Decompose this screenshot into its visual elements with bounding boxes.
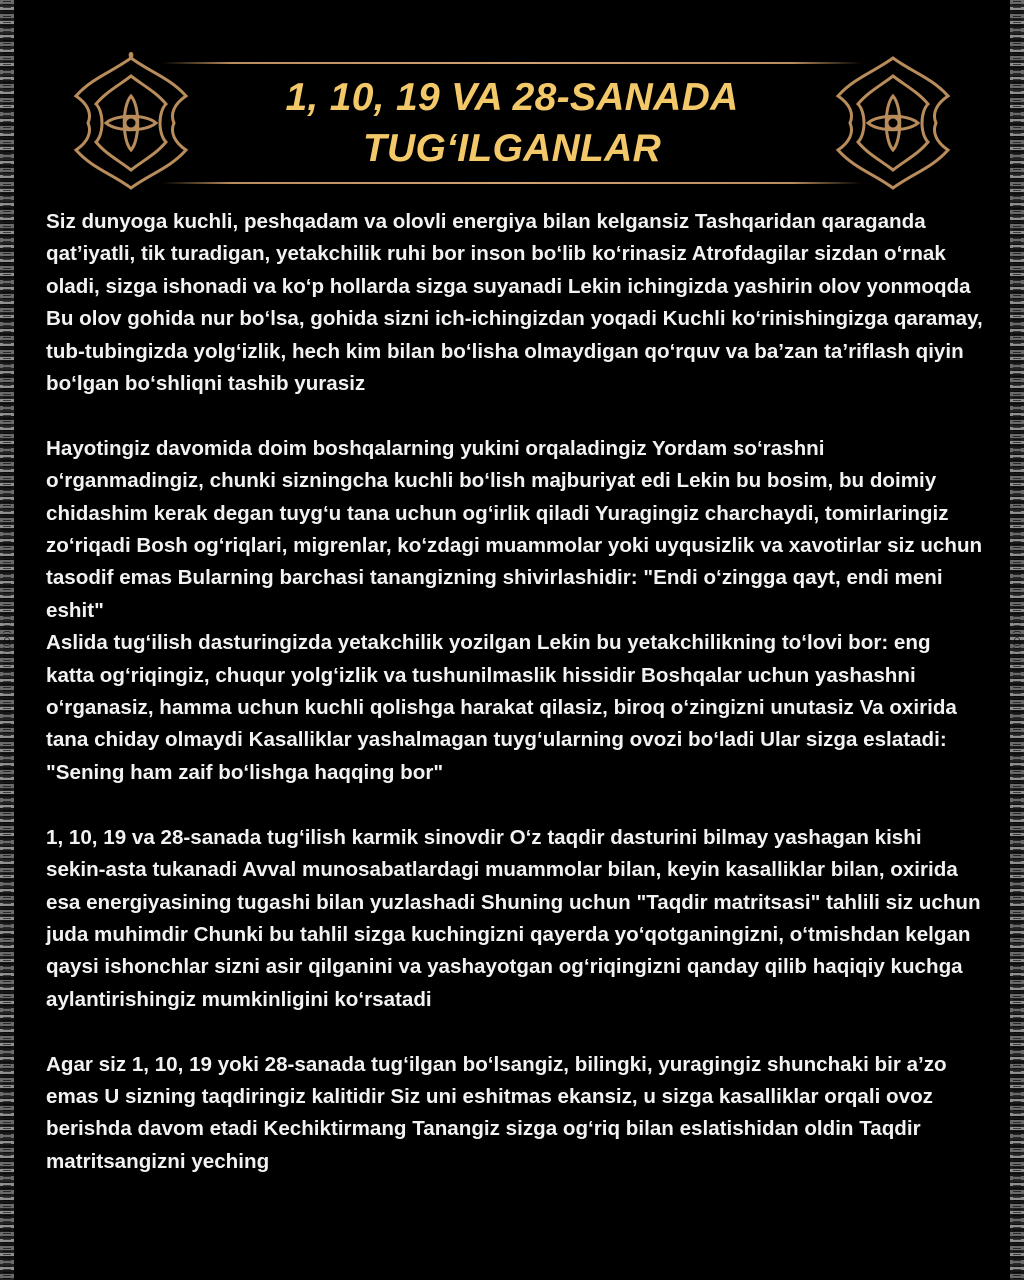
article-body [46, 206, 984, 1178]
title-line-1: 1, 10, 19 VA 28-SANADA [285, 76, 739, 119]
paragraph-4: 1, 10, 19 va 28-sanada tug‘ilish karmik sinovdir O‘z taqdir dasturini bilmay yashagan kishi sekin-asta tukanadi Avval munosabatlardagi muammolar bilan, keyin kasalliklar bilan, oxirida esa energiyasining tugashi bilan yuzlashadi Shuning uchun "Taqdir matritsasi" tahlili siz uchun juda muhimdir Chunki bu tahlil sizga kuchingizni qayerda yo‘qotganingizni, o‘tmishdan kelgan qaysi ishonchlar sizni asir qilganini va yashayotgan og‘riqingizni qanday qilib haqiqiy kuchga aylantirishingiz mumkinligini ko‘rsatadi [46, 825, 981, 1011]
decorative-border-left [0, 0, 14, 1280]
paragraph-3: Aslida tug‘ilish dasturingizda yetakchilik yozilgan Lekin bu yetakchilikning to‘lovi bor: eng katta og‘riqingiz, chuqur yolg‘izlik va tushunilmaslik hissidir Boshqalar uchun yashashni o‘rganasiz, hamma uchun kuchli qolishga harakat qilasiz, biroq o‘zingizni unutasiz Va oxirida tana chiday olmaydi Kasalliklar yashalmagan tuyg‘ularning ovozi bo‘ladi Ular sizga eslatadi: "Sening ham zaif bo‘lishga haqqing bor" [46, 631, 957, 784]
decorative-border-right [1010, 0, 1024, 1280]
ornament-left-icon [70, 52, 192, 194]
paragraph-2: Hayotingiz davomida doim boshqalarning yukini orqaladingiz Yordam so‘rashni o‘rganmadingiz, chunki sizningcha kuchli bo‘lish majburiyat edi Lekin bu bosim, bu doimiy chidashim kerak degan tuyg‘u tana uchun og‘irlik qiladi Yuragingiz charchaydi, tomirlaringiz zo‘riqadi Bosh og‘riqlari, migrenlar, ko‘zdagi muammolar yoki uyqusizlik va xavotirlar siz uchun tasodif emas Bularning barchasi tanangizning shivirlashidir: "Endi o‘zingga qayt, endi meni eshit" [46, 436, 983, 622]
title-line-2: TUG‘ILGANLAR [362, 127, 662, 170]
paragraph-5: Agar siz 1, 10, 19 yoki 28-sanada tug‘ilgan bo‘lsangiz, bilingki, yuragingiz shunchaki bir a’zo emas U sizning taqdiringiz kalitidir Siz uni eshitmas ekansiz, u sizga kasalliklar orqali ovoz berishda davom etadi Kechiktirmang Tanangiz sizga og‘riq bilan eslatishidan oldin Taqdir matritsangizni yeching [46, 1052, 947, 1173]
banner-rule-top [162, 62, 862, 64]
ornament-right-icon [832, 52, 954, 194]
page-title [220, 72, 804, 174]
banner-rule-bottom [162, 182, 862, 184]
paragraph-1: Siz dunyoga kuchli, peshqadam va olovli energiya bilan kelgansiz Tashqaridan qaraganda qat’iyatli, tik turadigan, yetakchilik ruhi bor inson bo‘lib ko‘rinasiz Atrofdagilar sizdan o‘rnak oladi, sizga ishonadi va ko‘p hollarda sizga suyanadi Lekin ichingizda yashirin olov yonmoqda Bu olov gohida nur bo‘lsa, gohida sizni ich-ichingizdan yoqadi Kuchli ko‘rinishingizga qaramay, tub-tubingizda yolg‘izlik, hech kim bilan bo‘lisha olmaydigan qo‘rquv va ba’zan ta’riflash qiyin bo‘lgan bo‘shliqni tashib yurasiz [46, 210, 983, 396]
title-banner [70, 48, 954, 198]
